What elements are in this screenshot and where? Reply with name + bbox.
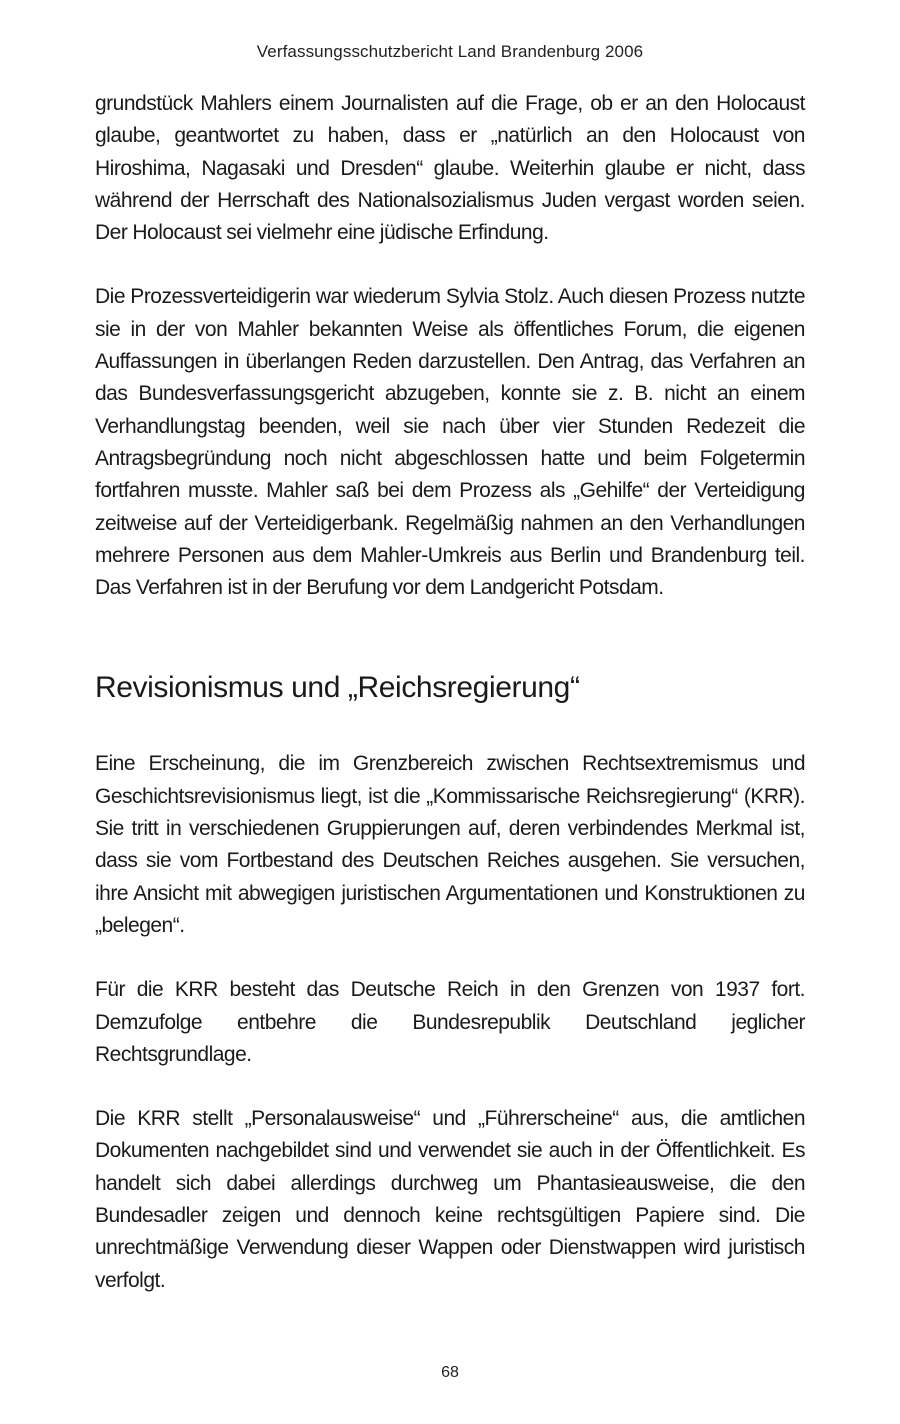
section-heading: Revisionismus und „Reichsregierung“ bbox=[95, 671, 580, 705]
running-header: Verfassungsschutzbericht Land Brandenburg 2006 bbox=[256, 42, 644, 61]
body-paragraph: Eine Erscheinung, die im Grenzbereich zwischen Rechtsextremismus und Geschichtsrevisionismus liegt, ist die „Kommissarische Reichsregierung“ (KRR). Sie tritt in verschiedenen Gruppierungen auf, deren verbindendes Merkmal ist, dass sie vom Fortbestand des Deutschen Reiches ausgehen. Sie versuchen, ihre Ansicht mit abwegigen juristischen Argumentationen und Konstruktionen zu „belegen“. bbox=[95, 752, 805, 937]
page-body bbox=[95, 88, 805, 1297]
body-paragraph: Für die KRR besteht das Deutsche Reich in den Grenzen von 1937 fort. Demzufolge entbehre die Bundesrepublik Deutschland jeglicher Rechtsgrundlage. bbox=[95, 978, 805, 1066]
page-number: 68 bbox=[441, 1364, 459, 1381]
body-paragraph: Die KRR stellt „Personalausweise“ und „Führerscheine“ aus, die amtlichen Dokumenten nachgebildet sind und verwendet sie auch in der Öffentlichkeit. Es handelt sich dabei allerdings durchweg um Phantasieausweise, die den Bundesadler zeigen und dennoch keine rechtsgültigen Papiere sind. Die unrechtmäßige Verwendung dieser Wappen oder Dienstwappen wird juristisch verfolgt. bbox=[95, 1107, 805, 1292]
body-paragraph: grundstück Mahlers einem Journalisten auf die Frage, ob er an den Holocaust glaube, geantwortet zu haben, dass er „natürlich an den Holocaust von Hiroshima, Nagasaki und Dresden“ glaube. Weiterhin glaube er nicht, dass während der Herrschaft des Nationalsozialismus Juden vergast worden seien. Der Holocaust sei vielmehr eine jüdische Erfindung. bbox=[95, 92, 805, 245]
body-paragraph: Die Prozessverteidigerin war wiederum Sylvia Stolz. Auch diesen Prozess nutzte sie in der von Mahler bekannten Weise als öffentliches Forum, die eigenen Auffassungen in überlangen Reden darzustellen. Den Antrag, das Verfahren an das Bundesverfassungsgericht abzugeben, konnte sie z. B. nicht an einem Verhandlungstag beenden, weil sie nach über vier Stunden Redezeit die Antragsbegründung noch nicht abgeschlossen hatte und beim Folgetermin fortfahren musste. Mahler saß bei dem Prozess als „Gehilfe“ der Verteidigung zeitweise auf der Verteidigerbank. Regelmäßig nahmen an den Verhandlungen mehrere Personen aus dem Mahler-Umkreis aus Berlin und Brandenburg teil. Das Verfahren ist in der Berufung vor dem Landgericht Potsdam. bbox=[95, 285, 805, 600]
